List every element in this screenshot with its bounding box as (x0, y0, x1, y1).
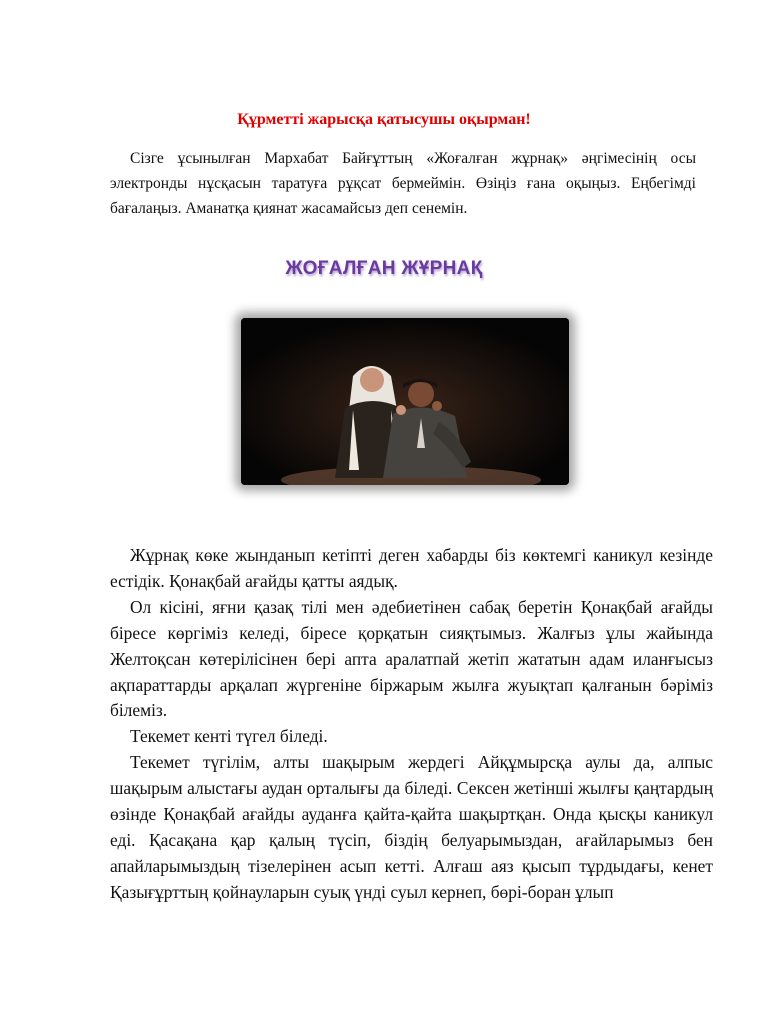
story-photo (241, 318, 569, 485)
story-paragraph: Текемет кенті түгел біледі. (130, 726, 328, 747)
story-paragraph: Ол кісіні, яғни қазақ тілі мен әдебиетінен сабақ беретін Қонақбай ағайды біресе көргіміз келеді, біресе қорқатын сияқтымыз. Жалғыз ұлы жайында Желтоқсан көтерілісінен бері апта аралатпай жетіп жататын адам иланғысыз ақпараттарды арқалап жүргеніне біржарым жылға жуықтап қалғанын бәріміз білеміз. (110, 596, 713, 721)
story-paragraph: Жұрнақ көке жынданып кетіпті деген хабарды біз көктемгі каникул кезінде естідік. Қонақбай ағайды қатты аядық. (110, 545, 713, 591)
notice-title: Құрметті жарысқа қатысушы оқырман! (237, 111, 531, 128)
story-title: ЖОҒАЛҒАН ЖҰРНАҚ (285, 258, 483, 279)
notice-body (110, 146, 696, 221)
theater-scene-image (241, 318, 569, 485)
story-paragraph: Текемет түгілім, алты шақырым жердегі Айқұмырсқа аулы да, алпыс шақырым алыстағы аудан орталығы да біледі. Сексен жетінші жылғы қаңтардың өзінде Қонақбай ағайды ауданға қайта-қайта шақыртқан. Онда қысқы каникул еді. Қасақана қар қалың түсіп, біздің белуарымыздан, ағайларымыз бен апайларымыздың тізелерінен асып кетті. Алғаш аяз қысып тұрдыдағы, кенет Қазығұрттың қойнауларын суық үнді суыл кернеп, бөрі-боран ұлып (110, 752, 713, 902)
notice-text: Сізге ұсынылған Мархабат Байғұттың «Жоғалған жұрнақ» әңгімесінің осы электронды нұсқасын таратуға рұқсат бермеймін. Өзіңіз ғана оқыңыз. Еңбегімді бағалаңыз. Аманатқа қиянат жасамайсыз деп сенемін. (110, 150, 696, 217)
story-body (110, 543, 713, 906)
